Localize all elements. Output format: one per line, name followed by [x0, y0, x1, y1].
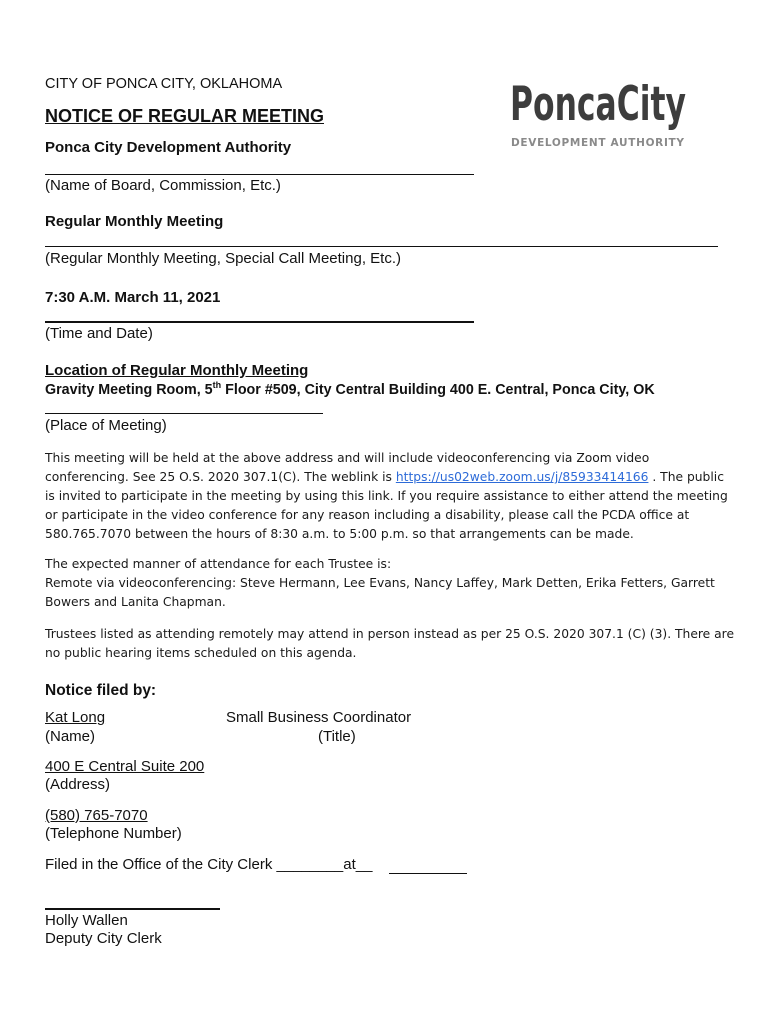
filer-name: Kat Long: [45, 709, 106, 726]
board-label: (Name of Board, Commission, Etc.): [45, 177, 281, 194]
title-label: (Title): [318, 728, 356, 745]
name-label: (Name): [45, 728, 96, 745]
zoom-paragraph: This meeting will be held at the above address and will include videoconferencing via Zoom video conferencing. See 25 O.S. 2020 307.1(C). The weblink is https://us02web.zoom.us/j/85933414166 . The public is invited to participate in the meeting by using this link. If you require assistance to either attend the meeting or participate in the video conference for any reason including a disability, please call the PCDA office at 580.765.7070 between the hours of 8:30 a.m. to 5:00 p.m. so that arrangements can be made.: [45, 451, 728, 541]
filer-address: 400 E Central Suite 200: [45, 758, 205, 775]
board-name: Ponca City Development Authority: [45, 139, 292, 156]
signer-name: Holly Wallen: [45, 912, 128, 929]
meeting-datetime: 7:30 A.M. March 11, 2021: [45, 289, 221, 306]
attendance-paragraph: The expected manner of attendance for each Trustee is: Remote via videoconferencing: Steve Hermann, Lee Evans, Nancy Laffey, Mark Detten, Erika Fetters, Garrett Bowers and Lanita Chapman.: [45, 557, 715, 609]
city-header: CITY OF PONCA CITY, OKLAHOMA: [45, 76, 283, 92]
place-label: (Place of Meeting): [45, 417, 167, 434]
address-label: (Address): [45, 776, 111, 793]
meeting-type-label: (Regular Monthly Meeting, Special Call Meeting, Etc.): [45, 250, 401, 267]
ponca-city-logo: [508, 68, 690, 152]
filer-phone: (580) 765-7070: [45, 807, 148, 824]
location-address: Gravity Meeting Room, 5th Floor #509, City Central Building 400 E. Central, Ponca City, OK: [45, 380, 655, 398]
signer-title: Deputy City Clerk: [45, 930, 162, 947]
logo-tagline: DEVELOPMENT AUTHORITY: [511, 137, 684, 149]
filer-title: Small Business Coordinator: [226, 709, 412, 726]
filed-at-rule: [389, 873, 467, 874]
filed-in-clerk-office: Filed in the Office of the City Clerk ________at__: [45, 856, 373, 873]
signature-rule: [45, 908, 220, 910]
logo-wordmark: PoncaCity: [510, 77, 686, 132]
zoom-link[interactable]: https://us02web.zoom.us/j/85933414166: [395, 470, 649, 484]
place-rule: [45, 413, 323, 414]
phone-label: (Telephone Number): [45, 825, 182, 842]
datetime-label: (Time and Date): [45, 325, 153, 342]
notice-heading: Notice filed by:: [45, 682, 157, 699]
page-title: NOTICE OF REGULAR MEETING: [45, 106, 324, 126]
meeting-type-rule: [45, 246, 718, 247]
meeting-type: Regular Monthly Meeting: [45, 213, 224, 230]
board-rule: [45, 174, 474, 175]
location-heading: Location of Regular Monthly Meeting: [45, 362, 309, 379]
trustees-paragraph: Trustees listed as attending remotely may attend in person instead as per 25 O.S. 2020 307.1 (C) (3). There are no public hearing items scheduled on this agenda.: [45, 627, 735, 660]
datetime-rule: [45, 321, 474, 323]
filer-name-title-line: [45, 709, 421, 726]
